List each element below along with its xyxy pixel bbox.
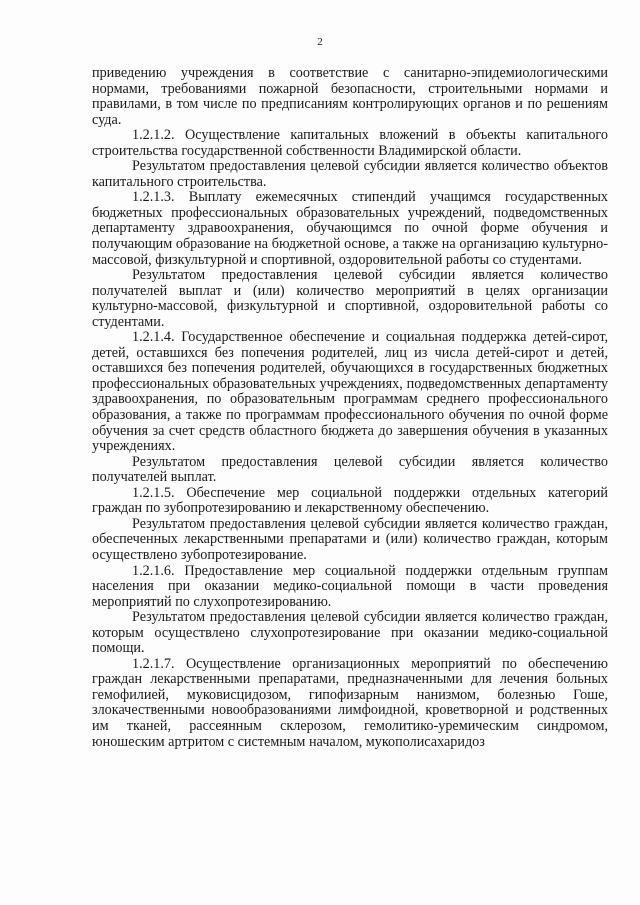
paragraph-1-2-1-6: 1.2.1.6. Предоставление мер социальной поддержки отдельным группам населения при оказании медико-социальной помощи в части проведения мероприятий по слухопротезированию. <box>92 562 608 610</box>
paragraph-continuation: приведению учреждения в соответствие с санитарно-эпидемиологическими нормами, требованиями пожарной безопасности, строительными нормами и правилами, в том числе по предписаниям контролирующих органов и по решениям суда. <box>92 65 608 128</box>
paragraph-result-1-2-1-3: Результатом предоставления целевой субсидии является количество получателей выплат и (или) количество мероприятий в целях организации культурно-массовой, физкультурной и спортивной, оздоровительной работы со студентами. <box>92 267 608 330</box>
paragraph-1-2-1-4: 1.2.1.4. Государственное обеспечение и социальная поддержка детей-сирот, детей, оставшихся без попечения родителей, лиц из числа детей-сирот и детей, оставшихся без попечения родителей, обучающихся в государственных бюджетных профессиональных образовательных учреждениях, подведомственных департаменту здравоохранения, по образовательным программам среднего профессионального образования, а также по программам профессионального обучения по очной форме обучения за счет средств областного бюджета до завершения обучения в указанных учреждениях. <box>92 329 608 455</box>
paragraph-1-2-1-2: 1.2.1.2. Осуществление капитальных вложений в объекты капитального строительства государственной собственности Владимирской области. <box>92 127 608 159</box>
paragraph-1-2-1-5: 1.2.1.5. Обеспечение мер социальной поддержки отдельных категорий граждан по зубопротезированию и лекарственному обеспечению. <box>92 484 608 517</box>
paragraph-result-1-2-1-6: Результатом предоставления целевой субсидии является количество граждан, которым осуществлено слухопротезирование при оказании медико-социальной помощи. <box>92 609 608 657</box>
page-number: 2 <box>317 36 323 48</box>
paragraph-result-1-2-1-5: Результатом предоставления целевой субсидии является количество граждан, обеспеченных лекарственными препаратами и (или) количество граждан, которым осуществлено зубопротезирование. <box>92 515 608 563</box>
paragraph-result-1-2-1-4: Результатом предоставления целевой субсидии является количество получателей выплат. <box>92 453 608 486</box>
paragraph-1-2-1-7: 1.2.1.7. Осуществление организационных мероприятий по обеспечению граждан лекарственными препаратами, предназначенными для лечения больных гемофилией, муковисцидозом, гипофизарным нанизмом, болезнью Гоше, злокачественными новообразованиями лимфоидной, кроветворной и родственных им тканей, рассеянным склерозом, гемолитико-уремическим синдромом, юношеским артритом с системным началом, мукополисахаридоз <box>92 655 608 750</box>
paragraph-1-2-1-3: 1.2.1.3. Выплату ежемесячных стипендий учащимся государственных бюджетных профессиональных образовательных учреждений, подведомственных департаменту здравоохранения, обучающимся по очной форме обучения и получающим образование на бюджетной основе, а также на организацию культурно-массовой, физкультурной и спортивной, оздоровительной работы со студентами. <box>92 189 608 268</box>
document-body <box>92 66 608 750</box>
paragraph-result-1-2-1-2: Результатом предоставления целевой субсидии является количество объектов капитального строительства. <box>92 158 608 190</box>
